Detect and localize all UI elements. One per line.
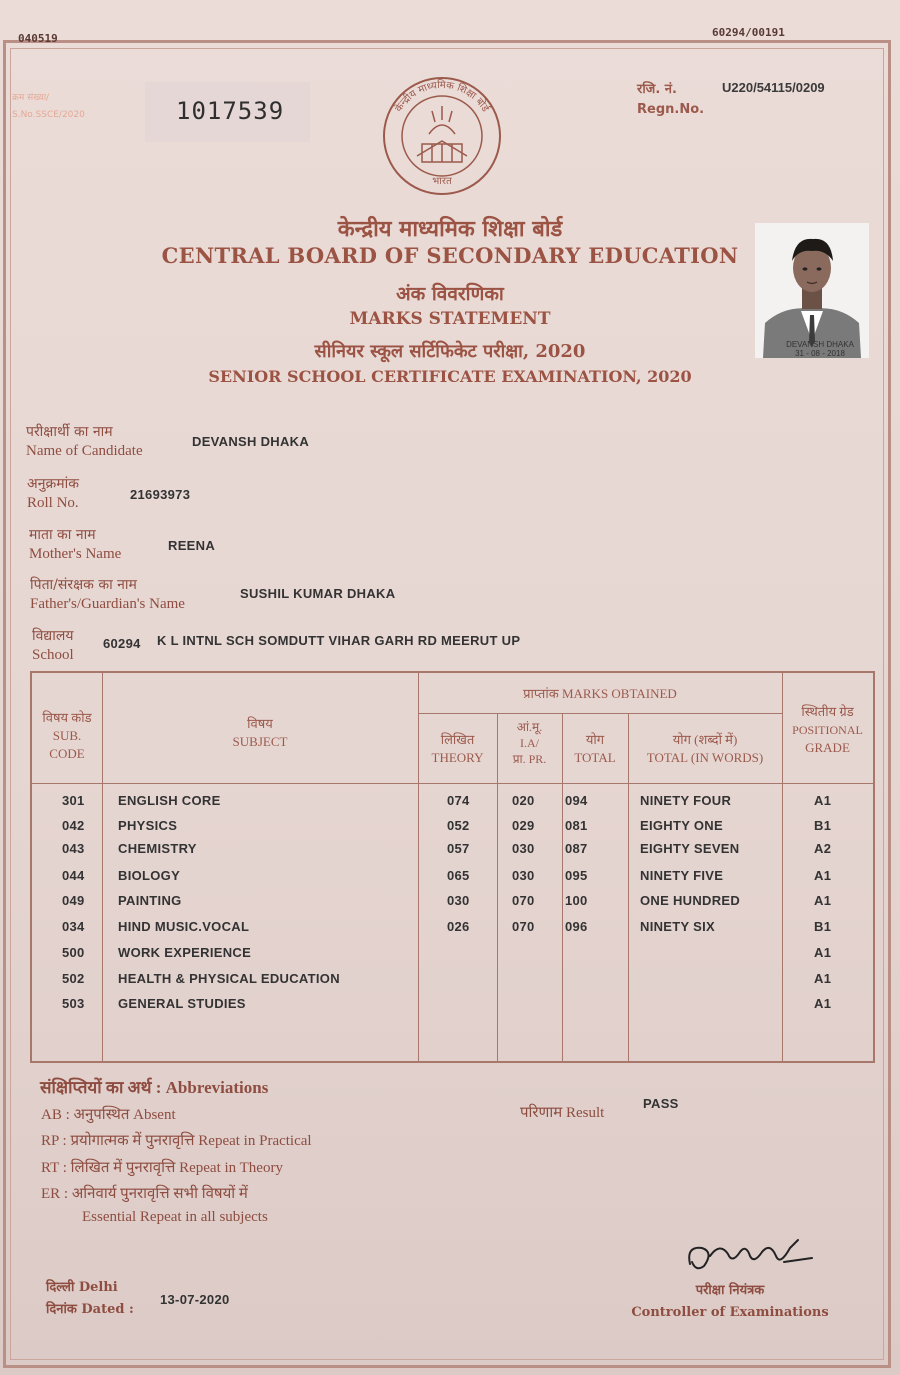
serial-no-value: 1017539 [176,97,285,125]
cell-grade: B1 [814,818,832,833]
cell-code: 503 [62,996,85,1011]
exam-title-english: SENIOR SCHOOL CERTIFICATE EXAMINATION, 2020 [208,367,692,386]
school-code: 60294 [103,636,141,651]
cell-subject-name: PAINTING [118,893,182,908]
header-theory: लिखित THEORY [431,732,484,765]
cell-theory: 057 [447,841,470,856]
cell-ia: 030 [512,868,535,883]
cell-theory: 052 [447,818,470,833]
cell-grade: A1 [814,893,832,908]
father-name: SUSHIL KUMAR DHAKA [240,586,396,601]
cell-ia: 030 [512,841,535,856]
mother-name-label: माता का नाम Mother's Name [29,527,122,562]
cell-ia: 070 [512,919,535,934]
result-value: PASS [643,1096,679,1111]
cell-total: 081 [565,818,588,833]
svg-text:भारत: भारत [432,176,452,187]
cell-subject-name: ENGLISH CORE [118,793,221,808]
cell-code: 042 [62,818,85,833]
cell-subject-name: CHEMISTRY [118,841,197,856]
school-name: K L INTNL SCH SOMDUTT VIHAR GARH RD MEERUT UP [157,633,521,648]
cell-grade: A1 [814,996,832,1011]
cell-ia: 020 [512,793,535,808]
regn-label: रजि. नं. Regn.No. [637,82,705,117]
cell-subject-name: HEALTH & PHYSICAL EDUCATION [118,971,340,986]
controller-signature [680,1232,820,1280]
cell-code: 034 [62,919,85,934]
dated-label: दिनांक Dated : [46,1302,134,1317]
header-positional-grade: स्थितीय ग्रेड POSITIONAL GRADE [792,704,863,755]
cell-total-words: ONE HUNDRED [640,893,741,908]
header-sub-code: विषय कोड SUB. CODE [42,710,92,761]
father-name-label: पिता/संरक्षक का नाम Father's/Guardian's Name [30,577,185,612]
cell-total-words: NINETY FIVE [640,868,724,883]
candidate-name-label: परीक्षार्थी का नाम Name of Candidate [26,424,143,459]
cell-code: 044 [62,868,85,883]
statement-title-hindi: अंक विवरणिका [396,283,504,305]
abbr-essential-repeat-en: Essential Repeat in all subjects [82,1209,268,1225]
mother-name: REENA [168,538,216,553]
roll-no-value: 21693973 [130,487,191,502]
cell-code: 500 [62,945,85,960]
cell-ia: 029 [512,818,535,833]
cell-total: 087 [565,841,588,856]
header-subject: विषय SUBJECT [232,716,288,749]
cell-total: 094 [565,793,588,808]
board-title-english: CENTRAL BOARD OF SECONDARY EDUCATION [161,243,739,268]
svg-text:केन्द्रीय माध्यमिक शिक्षा बोर्: केन्द्रीय माध्यमिक शिक्षा बोर्ड [393,79,491,115]
school-label: विद्यालय School [32,628,74,663]
abbr-repeat-practical: RP : प्रयोगात्मक में पुनरावृत्ति Repeat in Practical [41,1133,312,1149]
cell-subject-name: BIOLOGY [118,868,181,883]
cell-total: 100 [565,893,588,908]
abbr-absent: AB : अनुपस्थित Absent [41,1107,176,1123]
cell-grade: A2 [814,841,832,856]
cell-code: 049 [62,893,85,908]
abbr-repeat-theory: RT : लिखित में पुनरावृत्ति Repeat in Theory [41,1160,283,1176]
statement-title-english: MARKS STATEMENT [349,309,551,329]
cell-theory: 030 [447,893,470,908]
cell-code: 301 [62,793,85,808]
cell-grade: A1 [814,945,832,960]
cell-total-words: EIGHTY SEVEN [640,841,740,856]
exam-title-hindi: सीनियर स्कूल सर्टिफिकेट परीक्षा, 2020 [314,341,586,362]
controller-title: परीक्षा नियंत्रक Controller of Examinations [631,1283,829,1320]
board-title-hindi: केन्द्रीय माध्यमिक शिक्षा बोर्ड [337,216,563,242]
cell-theory: 074 [447,793,470,808]
cell-grade: A1 [814,868,832,883]
cell-total-words: NINETY FOUR [640,793,732,808]
header-ia-practical: आं.मू. I.A/ प्रा. PR. [512,720,547,766]
cbse-emblem-icon [377,76,507,206]
serial-no-label: क्रम संख्या/ S.No.SSCE/2020 [12,93,85,120]
regn-value: U220/54115/0209 [722,80,825,95]
cell-subject-name: WORK EXPERIENCE [118,945,252,960]
cell-total-words: EIGHTY ONE [640,818,723,833]
cell-total: 095 [565,868,588,883]
serial-top-right: 60294/00191 [712,26,785,39]
roll-no-label: अनुक्रमांक Roll No. [27,476,79,511]
cell-grade: A1 [814,971,832,986]
abbreviations-title: संक्षिप्तियों का अर्थ : Abbreviations [40,1078,269,1097]
header-total-words: योग (शब्दों में) TOTAL (IN WORDS) [646,732,764,765]
abbr-essential-repeat-hi: ER : अनिवार्य पुनरावृत्ति सभी विषयों में [41,1186,248,1202]
header-total: योग TOTAL [574,732,616,765]
marks-table [30,671,875,1063]
serial-top-left: 040519 [18,32,58,45]
cell-grade: A1 [814,793,832,808]
cell-subject-name: GENERAL STUDIES [118,996,246,1011]
candidate-name: DEVANSH DHAKA [192,434,310,449]
cell-total: 096 [565,919,588,934]
cell-subject-name: PHYSICS [118,818,178,833]
cell-subject-name: HIND MUSIC.VOCAL [118,919,250,934]
cell-theory: 026 [447,919,470,934]
photo-caption: DEVANSH DHAKA 31 - 08 - 2018 [786,340,854,358]
cell-code: 043 [62,841,85,856]
cell-grade: B1 [814,919,832,934]
place-label: दिल्ली Delhi [46,1280,118,1295]
cell-code: 502 [62,971,85,986]
cell-ia: 070 [512,893,535,908]
header-marks-obtained: प्राप्तांक MARKS OBTAINED [523,686,677,701]
cell-theory: 065 [447,868,470,883]
date-value: 13-07-2020 [160,1292,230,1307]
result-label: परिणाम Result [520,1105,605,1121]
candidate-photo [755,223,869,358]
cell-total-words: NINETY SIX [640,919,716,934]
